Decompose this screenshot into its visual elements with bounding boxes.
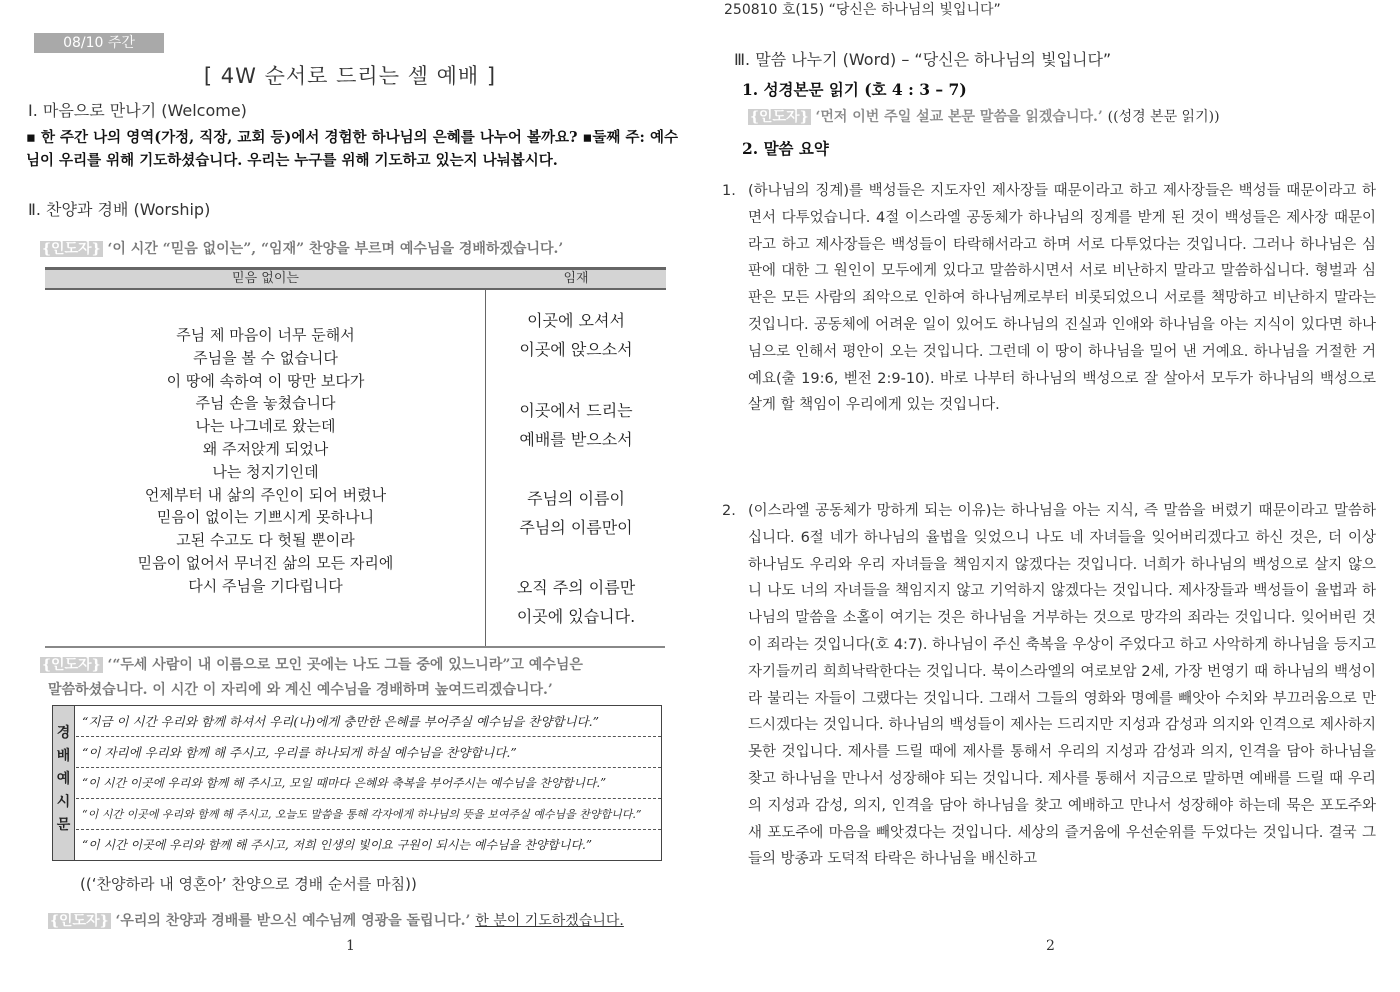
sub-heading-1: 1. 성경본문 읽기 (호 4 : 3 – 7) (742, 80, 967, 99)
worship-label (53, 706, 75, 860)
song2-stanza (486, 306, 666, 364)
leader-line (748, 106, 1220, 126)
lyric-line: 주님 손을 놓쳤습니다 (195, 394, 336, 413)
lyric-line: 이 땅에 속하여 이 땅만 보다가 (166, 371, 365, 390)
leader-note: ((성경 본문 읽기)) (1107, 109, 1220, 125)
worship-row: “이 시간 이곳에 우리와 함께 해 주시고, 저희 인생의 빛이요 구원이 되시는 예수님을 찬양합니다.” (82, 838, 592, 852)
lyric-line: 이곳에 오셔서 (527, 311, 625, 330)
lyric-line: 오직 주의 이름만 (516, 578, 636, 597)
lyric-line: 믿음이 없어서 무너진 삶의 모든 자리에 (137, 553, 394, 572)
lyric-line: 왜 주저앉게 되었나 (202, 439, 329, 458)
leader-line-1 (40, 238, 563, 258)
lyric-line: 나는 청지기인데 (212, 462, 319, 481)
song-table (45, 267, 666, 645)
lyric-line: 나는 나그네로 왔는데 (195, 417, 336, 436)
section1-heading: Ⅰ. 마음으로 만나기 (Welcome) (28, 101, 247, 120)
worship-table (52, 705, 662, 861)
leader-tag: {인도자} (42, 241, 101, 257)
label-char: 경 (56, 725, 71, 741)
lyric-line: 주님의 이름이 (527, 489, 625, 508)
prayer-prompt: 한 분이 기도하겠습니다. (475, 913, 624, 929)
leader-text: ‘이 시간 “믿음 없이는”, “임재” 찬양을 부르며 예수님을 경배하겠습니다.’ (107, 241, 564, 257)
lyric-line: 주님 제 마음이 너무 둔해서 (176, 326, 355, 344)
summary-paragraph-1 (722, 178, 1376, 419)
lyric-line: 이곳에 앉으소서 (519, 340, 633, 359)
worship-row: “지금 이 시간 우리와 함께 하셔서 우리(나)에게 충만한 은혜를 부어주실 예수님을 찬양합니다.” (76, 706, 661, 737)
page-number: 1 (346, 938, 355, 954)
closing-note: ((‘찬양하라 내 영혼아’ 찬양으로 경배 순서를 마침)) (80, 875, 417, 893)
leader-tag: {인도자} (42, 657, 101, 673)
label-char: 배 (56, 748, 71, 764)
song2-stanza (486, 396, 666, 454)
song1-lyrics (45, 324, 486, 598)
worship-row: “이 시간 이곳에 우리와 함께 해 주시고, 모일 때마다 은혜와 축복을 부어주시는 예수님을 찬양합니다.” (76, 768, 661, 799)
leader-line-3 (48, 910, 624, 930)
paragraph-number: 1. (722, 183, 736, 199)
summary-paragraph-2 (722, 498, 1376, 873)
label-char: 시 (56, 794, 71, 810)
lyric-line: 믿음이 없이는 기쁘시게 못하나니 (156, 508, 375, 527)
label-char: 예 (56, 771, 71, 787)
song2-title: 임재 (563, 271, 589, 286)
lyric-line: 이곳에서 드리는 (519, 401, 633, 420)
leader-line-2 (40, 654, 583, 674)
song1-title: 믿음 없이는 (232, 271, 299, 286)
worship-row: “이 자리에 우리와 함께 해 주시고, 우리를 하나되게 하실 예수님을 찬양합니다.” (76, 737, 661, 768)
page-header: 250810 호(15) “당신은 하나님의 빛입니다” (724, 2, 1001, 18)
lyric-line: 고된 수고도 다 헛될 뿐이라 (176, 531, 355, 550)
lyric-line: 다시 주님을 기다립니다 (188, 576, 343, 595)
page-2 (700, 0, 1400, 992)
page-title: [ 4W 순서로 드리는 셀 예배 ] (203, 64, 497, 88)
leader-tag: {인도자} (50, 913, 109, 929)
section2-heading: Ⅱ. 찬양과 경배 (Worship) (28, 200, 211, 219)
section3-heading: Ⅲ. 말씀 나누기 (Word) – “당신은 하나님의 빛입니다” (734, 50, 1112, 69)
table-bottom-rule (45, 646, 665, 648)
leader-line-2-cont: 말씀하셨습니다. 이 시간 이 자리에 와 계신 예수님을 경배하며 높여드리겠습니다.’ (48, 682, 553, 698)
lyric-line: 예배를 받으소서 (519, 430, 633, 449)
leader-text: ‘먼저 이번 주일 설교 본문 말씀을 읽겠습니다.’ (815, 109, 1103, 125)
leader-text: ‘우리의 찬양과 경배를 받으신 예수님께 영광을 돌립니다.’ (115, 913, 471, 929)
lyric-line: 언제부터 내 삶의 주인이 되어 버렸나 (144, 485, 387, 504)
leader-tag: {인도자} (750, 109, 809, 125)
paragraph-text: (이스라엘 공동체가 망하게 되는 이유)는 하나님을 아는 지식, 즉 말씀을 버렸기 때문이라고 말씀하십니다. 6절 네가 하나님의 율법을 잊었으니 나도 네 자녀들을 잊어버리겠다고 하신 것은, 더 이상 하나님도 우리와 우리 자녀들을 책임지지 않겠다는 것입니다. 너희가 하나님의 백성으로 살지 않으니 나도 너의 자녀들을 책임지지 않고 기억하지 않겠다는 것입니다. 제사장들과 백성들이 율법과 하나님의 말씀을 소홀이 여기는 것은 하나님을 거부하는 것으로 망각의 죄라는 것입니다. 잊어버린 것이 죄라는 것입니다(호 4:7). 하나님이 주신 축복을 우상이 주었다고 하고 사악하게 하나님을 등지고 자기들끼리 희희낙락한다는 것입니다. 북이스라엘의 여로보암 2세, 가장 번영기 때 하나님의 백성이라 불리는 자들이 그랬다는 것입니다. 그래서 그들의 영화와 명예를 빼앗아 수치와 부끄러움으로 만드시겠다는 것입니다. 하나님의 백성들이 제사는 드리지만 지성과 감성과 의지와 인격으로 제사하지 못한 것입니다. 제사를 드릴 때에 제사를 통해서 우리의 지성과 감성과 의지, 인격을 담아 하나님을 찾고 하나님을 만나서 성장해야 되는 것입니다. 제사를 통해서 지금으로 말하면 예배를 드릴 때 우리의 지성과 감성, 의지, 인격을 담아 하나님을 찾고 예배하고 만나서 성장해야 하는데 묵은 포도주와 새 포도주에 마음을 빼앗겼다는 것입니다. 세상의 즐거움에 우선순위를 두었다는 것입니다. 결국 그들의 방종과 도덕적 타락은 하나님을 배신하고 (748, 503, 1376, 868)
lyric-line: 이곳에 있습니다. (516, 607, 636, 626)
song2-stanza (486, 484, 666, 542)
lyric-line: 주님의 이름만이 (519, 518, 633, 537)
label-char: 문 (56, 817, 71, 833)
paragraph-number: 2. (722, 503, 736, 519)
song-table-header (45, 270, 666, 290)
song2-stanza (486, 573, 666, 631)
sub-heading-2: 2. 말씀 요약 (742, 139, 829, 158)
page-number: 2 (1046, 938, 1055, 954)
paragraph-text: (하나님의 징계)를 백성들은 지도자인 제사장들 때문이라고 하고 제사장들은 백성들 때문이라고 하면서 다투었습니다. 4절 이스라엘 공동체가 하나님의 징계를 받게 된 것이 백성들은 제사장 때문이라고 하고 제사장들은 백성들이 타락해서라고 하며 서로 다투었다는 것입니다. 그러나 하나님은 심판에 대한 그 원인이 모두에게 있다고 말씀하시면서 서로 비난하지 말라고 말씀하십니다. 형벌과 심판은 모든 사람의 죄악으로 인하여 하나님께로부터 비롯되었으니 서로를 책망하고 비난하지 말라는 것입니다. 공동체에 어려운 일이 있어도 하나님의 진실과 인애와 하나님을 아는 지식이 있다면 하나님으로 인해서 평안이 오는 것입니다. 그런데 이 땅이 하나님을 밀어 낸 거예요. 하나님을 거절한 거예요(출 19:6, 벧전 2:9-10). 바로 나부터 하나님의 백성으로 잘 살아서 모두가 하나님의 백성으로 살게 할 책임이 우리에게 있는 것입니다. (748, 183, 1376, 414)
lyric-line: 주님을 볼 수 없습니다 (193, 348, 338, 367)
leader-text: ‘“두세 사람이 내 이름으로 모인 곳에는 나도 그들 중에 있느니라”고 예수님은 (107, 657, 583, 673)
worship-row: “이 시간 이곳에 우리와 함께 해 주시고, 오늘도 말씀을 통해 각자에게 하나님의 뜻을 보여주실 예수님을 찬양합니다.” (76, 799, 661, 830)
week-tag: 08/10 주간 (34, 33, 164, 53)
section1-question: ▪ 한 주간 나의 영역(가정, 직장, 교회 등)에서 경험한 하나님의 은혜를 나누어 볼까요? ▪둘째 주: 예수님이 우리를 위해 기도하셨습니다. 우리는 누구를 위해 기도하고 있는지 나눠봅시다. (26, 129, 678, 169)
